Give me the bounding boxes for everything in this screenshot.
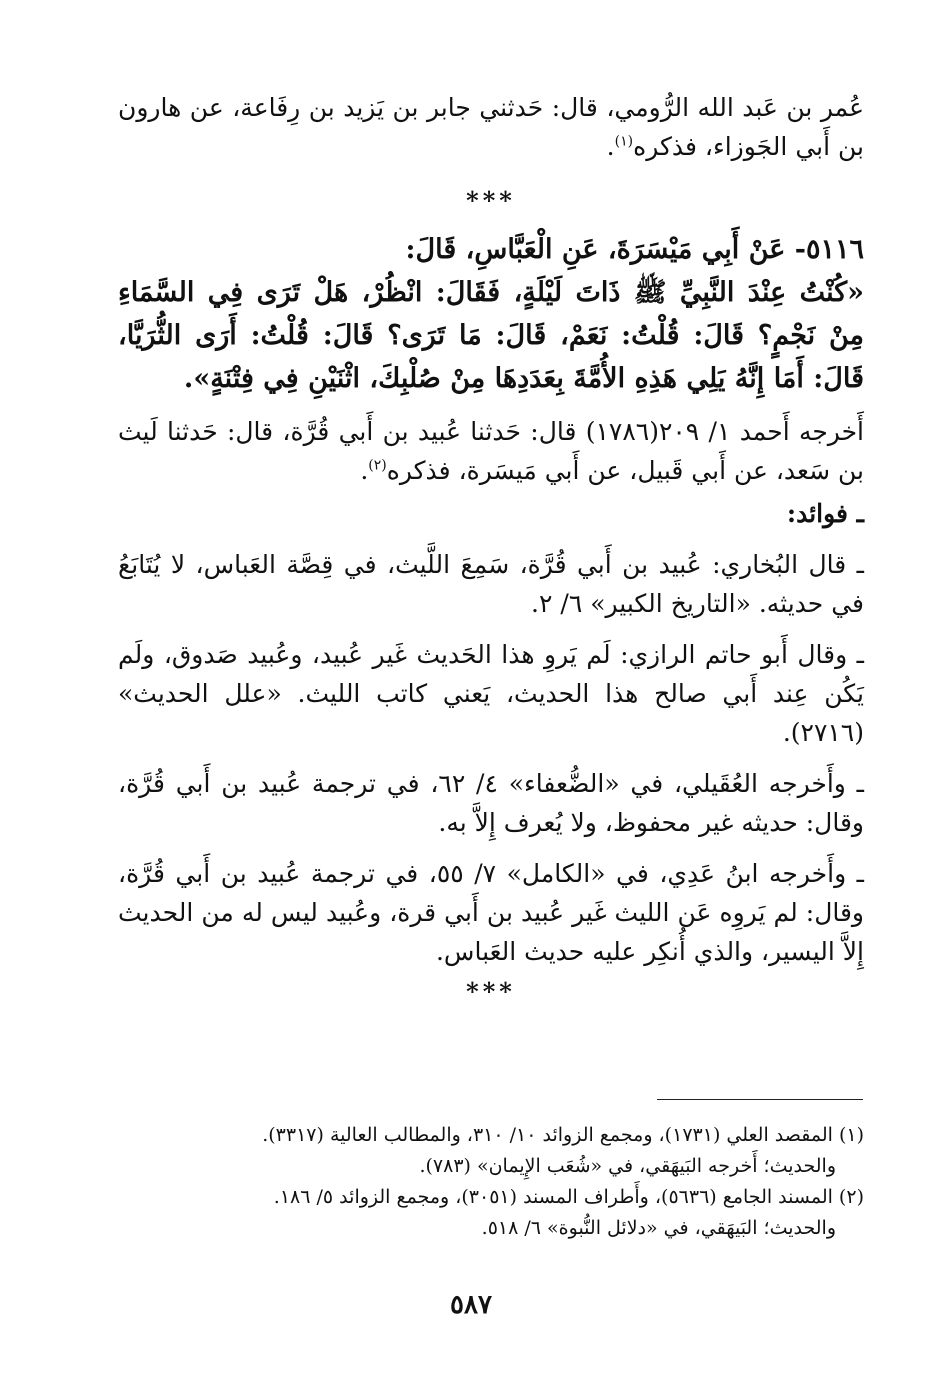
- fawaid-item-ibn-adi: ـ وأَخرجه ابنُ عَدِي، في «الكامل» ٧/ ٥٥، في ترجمة عُبيد بن أَبي قُرَّة، وقال: لم يَروِه عَن الليث غَير عُبيد بن أَبي قرة، وعُبيد ليس له من الحديث إِلاَّ اليسير، والذي أُنكِر عليه حديث العَباس.: [118, 859, 864, 966]
- intro-paragraph: [118, 88, 864, 166]
- footnote-1-line-2: والحديث؛ أَخرجه البَيهَقي، في «شُعَب الإِيمان» (٧٨٣).: [419, 1155, 836, 1177]
- footnotes: [200, 1120, 864, 1244]
- main-text: [118, 88, 864, 1007]
- page-number: ٥٨٧: [450, 1290, 492, 1320]
- fawaid-item-abu-hatim: ـ وقال أَبو حاتم الرازي: لَم يَروِ هذا الحَديث غَير عُبيد، وعُبيد صَدوق، ولَم يَكُن عِند أَبي صالح هذا الحديث، يَعني كاتب الليث. «علل الحديث» (٢٧١٦).: [118, 640, 864, 747]
- separator-stars-top: ***: [466, 186, 516, 215]
- takhrij-end: .: [360, 456, 369, 485]
- footnote-1-line-1: (١) المقصد العلي (١٧٣١)، ومجمع الزوائد ١٠/ ٣١٠، والمطالب العالية (٣٣١٧).: [262, 1124, 864, 1146]
- footnote-2-line-2: والحديث؛ البَيهَقي، في «دلائل النُّبوة» ٦/ ٥١٨.: [481, 1217, 836, 1239]
- takhrij-paragraph: [118, 412, 864, 490]
- footnote-ref-2[interactable]: (٢): [368, 457, 387, 474]
- hadith-header: ٥١١٦- عَنْ أَبِي مَيْسَرَةَ، عَنِ الْعَبَّاسِ، قَالَ:: [405, 234, 864, 265]
- intro-text: عُمر بن عَبد الله الرُّومي، قال: حَدثني جابر بن يَزيد بن رِفَاعة، عن هارون بن أَبي الجَوزاء، فذكره: [118, 93, 864, 161]
- hadith-text: «كُنْتُ عِنْدَ النَّبِيِّ ﷺ ذَاتَ لَيْلَةٍ، فَقَالَ: انْظُرْ، هَلْ تَرَى فِي السَّمَاءِ مِنْ نَجْمٍ؟ قَالَ: قُلْتُ: نَعَمْ، قَالَ: مَا تَرَى؟ قَالَ: قُلْتُ: أَرَى الثُّرَيَّا، قَالَ: أَمَا إِنَّهُ يَلِي هَذِهِ الأُمَّةَ بِعَدَدِهَا مِنْ صُلْبِكَ، اثْنَيْنِ فِي فِتْنَةٍ».: [118, 277, 864, 394]
- footnote-2-line-1: (٢) المسند الجامع (٥٦٣٦)، وأَطراف المسند (٣٠٥١)، ومجمع الزوائد ٥/ ١٨٦.: [273, 1186, 864, 1208]
- takhrij-text: أَخرجه أَحمد ١/ ٢٠٩(١٧٨٦) قال: حَدثنا عُبيد بن أَبي قُرَّة، قال: حَدثنا لَيث بن سَعد، عن أَبي قَبيل، عن أَبي مَيسَرة، فذكره: [118, 417, 864, 485]
- footnote-ref-1[interactable]: (١): [614, 133, 634, 150]
- footnote-divider: [657, 1099, 863, 1100]
- fawaid-item-uqaili: ـ وأَخرجه العُقَيلي، في «الضُّعفاء» ٤/ ٦٢، في ترجمة عُبيد بن أَبي قُرَّة، وقال: حديثه غير محفوظ، ولا يُعرف إِلاَّ به.: [118, 769, 864, 837]
- separator-stars-bottom: ***: [466, 977, 516, 1006]
- intro-end: .: [606, 132, 615, 161]
- fawaid-item-bukhari: ـ قال البُخاري: عُبيد بن أَبي قُرَّة، سَمِعَ اللَّيث، في قِصَّة العَباس، لا يُتَابَعُ في حديثه. «التاريخ الكبير» ٦/ ٢.: [118, 550, 864, 618]
- fawaid-heading: ـ فوائد:: [786, 499, 864, 528]
